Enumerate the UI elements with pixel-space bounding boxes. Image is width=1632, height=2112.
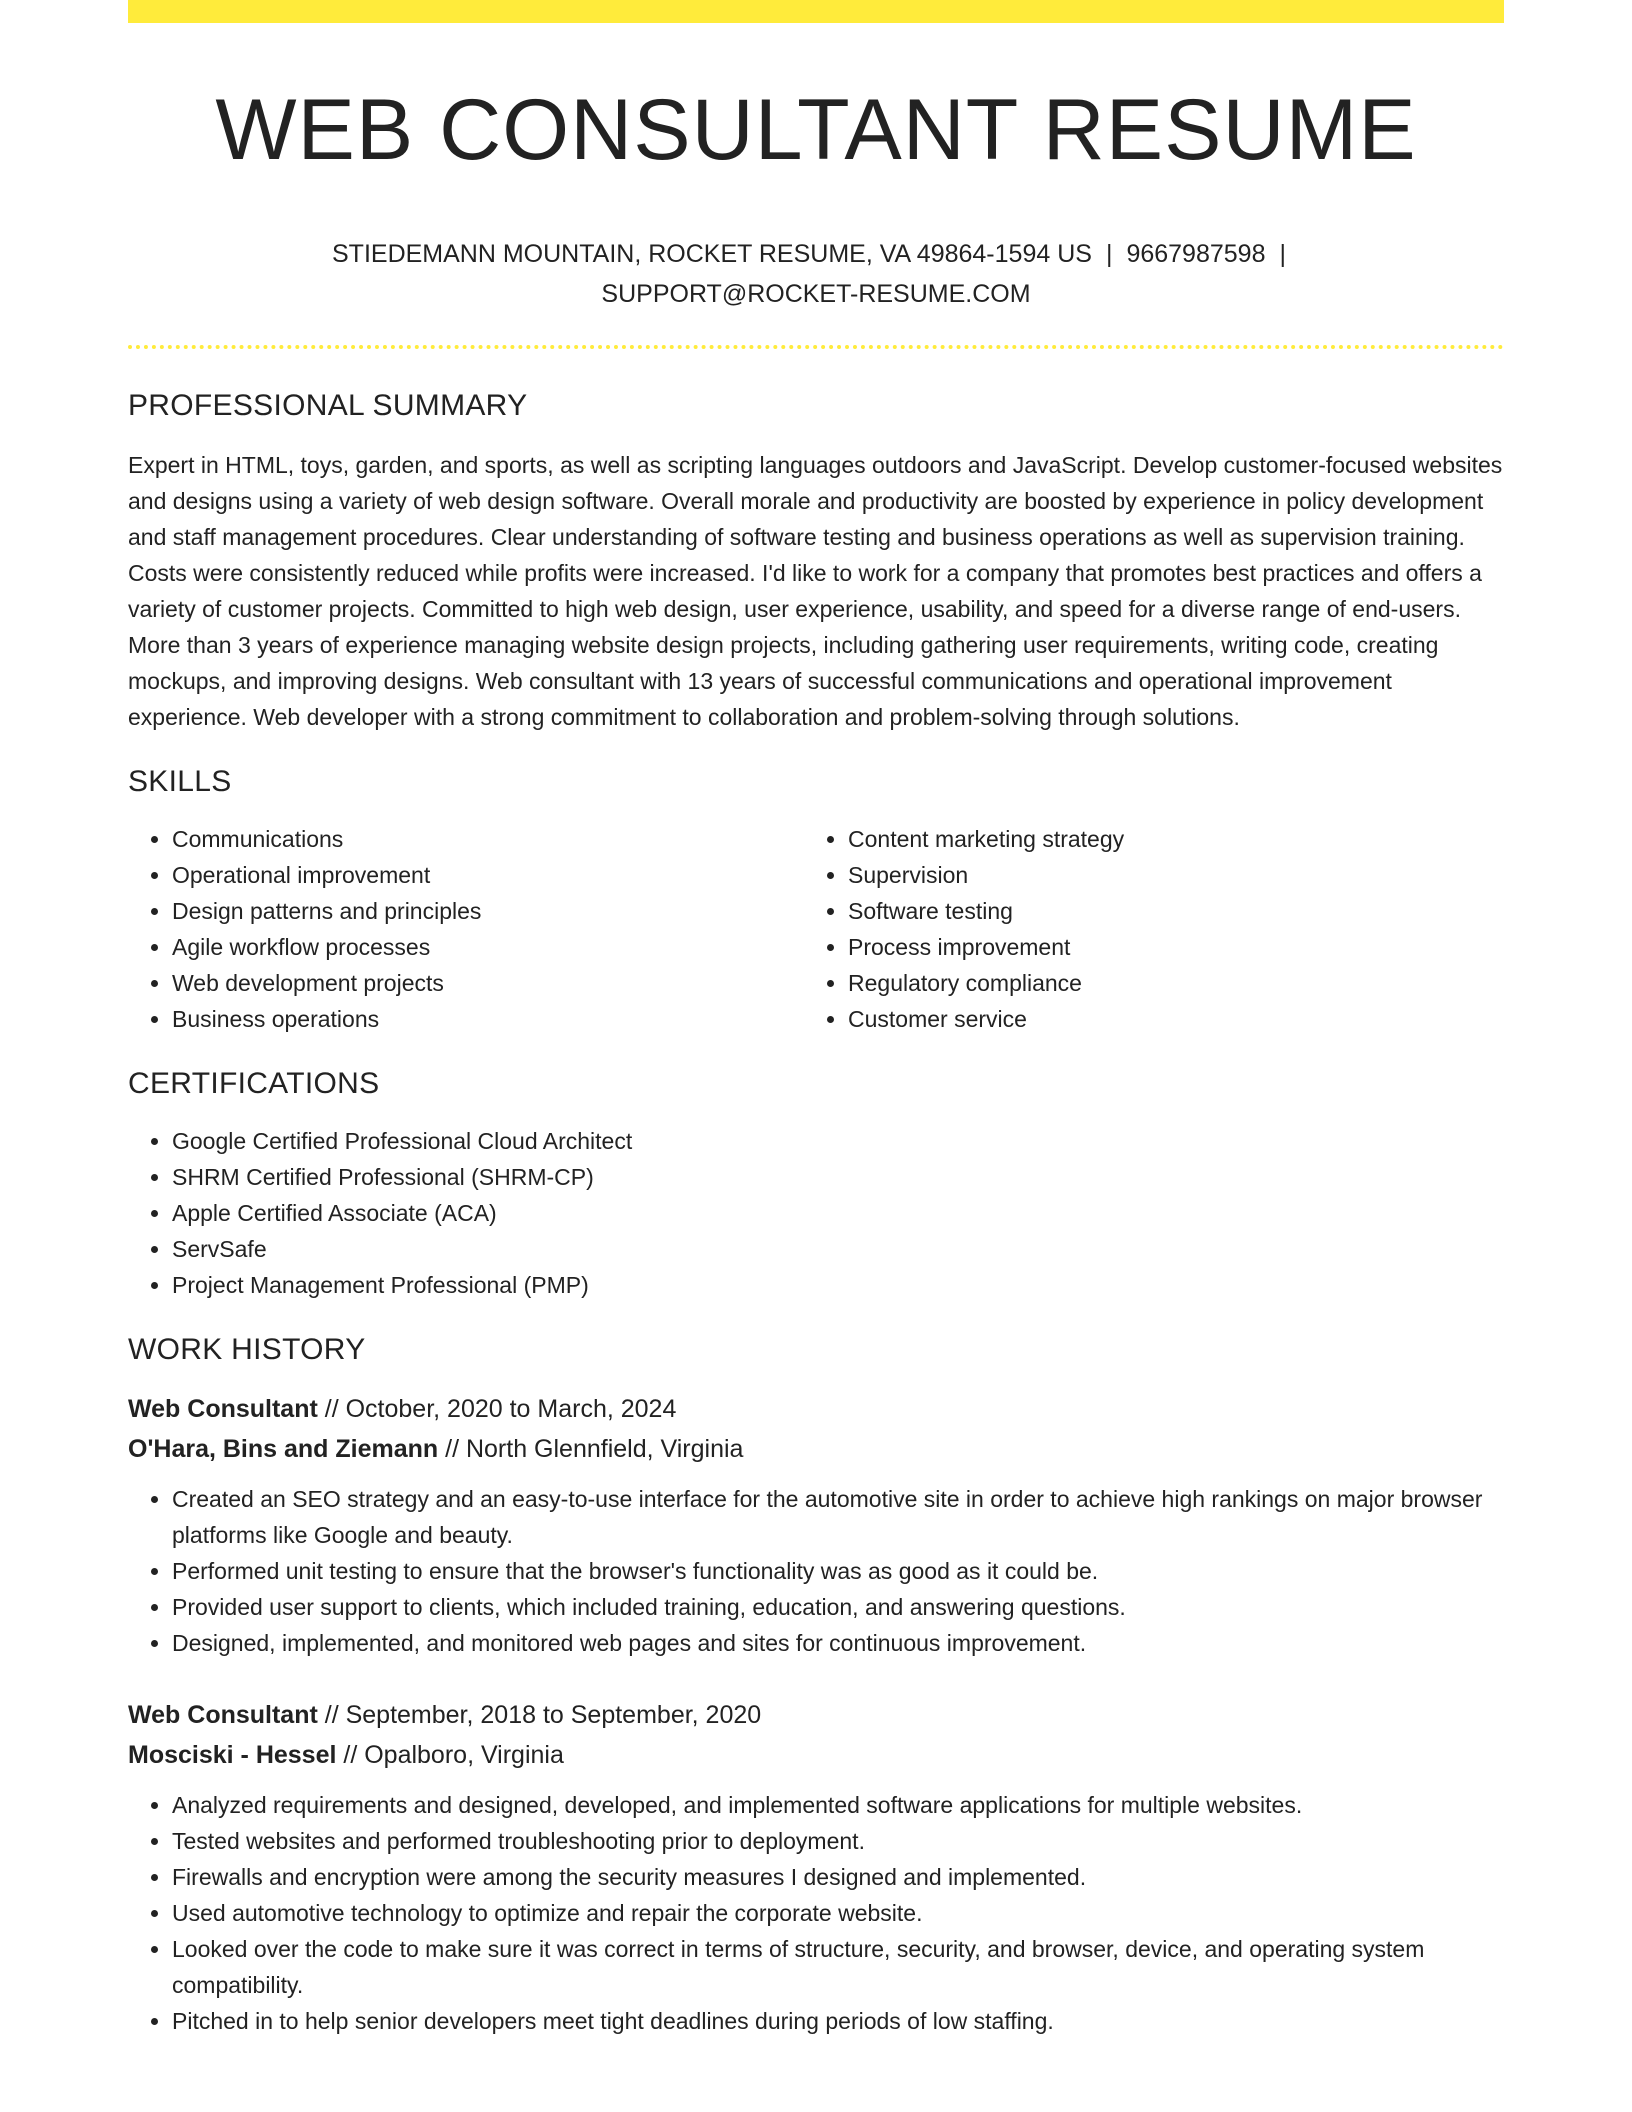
resume-content (128, 385, 1504, 2039)
certification-item: • SHRM Certified Professional (SHRM-CP) (172, 1159, 1504, 1195)
contact-separator: | (1279, 240, 1286, 268)
top-accent-bar (128, 0, 1504, 23)
certification-item: • ServSafe (172, 1231, 1504, 1267)
job-bullet: • Created an SEO strategy and an easy-to-use interface for the automotive site in order to achieve high rankings on major browser platforms like Google and beauty. (172, 1481, 1504, 1553)
contact-email[interactable]: SUPPORT@ROCKET-RESUME.COM (601, 280, 1031, 308)
work-history-section (128, 1329, 1504, 2039)
skill-item: • Process improvement (848, 929, 1480, 965)
summary-section (128, 385, 1504, 735)
job-bullet: • Designed, implemented, and monitored web pages and sites for continuous improvement. (172, 1625, 1504, 1661)
skill-item: • Design patterns and principles (172, 893, 804, 929)
contact-separator: | (1105, 240, 1113, 268)
skill-item: • Operational improvement (172, 857, 804, 893)
skill-item: • Supervision (848, 857, 1480, 893)
job-bullets (128, 1481, 1504, 1661)
skill-item: • Content marketing strategy (848, 821, 1480, 857)
skill-item: • Web development projects (172, 965, 804, 1001)
job-location: // Opalboro, Virginia (336, 1741, 564, 1769)
contact-info (128, 234, 1504, 314)
skill-item: • Regulatory compliance (848, 965, 1480, 1001)
job-bullet: • Looked over the code to make sure it was correct in terms of structure, security, and browser, device, and operating system compatibility. (172, 1931, 1504, 2003)
summary-text: Expert in HTML, toys, garden, and sports, as well as scripting languages outdoors and JavaScript. Develop customer-focused websites and designs using a variety of web design software. Overall morale and productivity are boosted by experience in policy development and staff management procedures. Clear understanding of software testing and business operations as well as supervision training. Costs were consistently reduced while profits were increased. I'd like to work for a company that promotes best practices and offers a variety of customer projects. Committed to high web design, user experience, usability, and speed for a diverse range of end-users. More than 3 years of experience managing website design projects, including gathering user requirements, writing code, creating mockups, and improving designs. Web consultant with 13 years of successful communications and operational improvement experience. Web developer with a strong commitment to collaboration and problem-solving through solutions. (128, 452, 1503, 730)
job-bullet: • Performed unit testing to ensure that the browser's functionality was as good as it could be. (172, 1553, 1504, 1589)
job-company-line (128, 1735, 1504, 1775)
job-company: O'Hara, Bins and Ziemann (128, 1435, 439, 1463)
contact-phone: 9667987598 (1126, 240, 1266, 268)
skills-heading: SKILLS (128, 765, 232, 798)
resume-title: WEB CONSULTANT RESUME (215, 82, 1417, 178)
header-divider (128, 345, 1504, 349)
skills-list-right (804, 821, 1480, 1037)
job-bullet: • Used automotive technology to optimize and repair the corporate website. (172, 1895, 1504, 1931)
skills-list-left (128, 821, 804, 1037)
job-title-line (128, 1695, 1504, 1735)
job-company-line (128, 1429, 1504, 1469)
job-bullet: • Tested websites and performed troubleshooting prior to deployment. (172, 1823, 1504, 1859)
certifications-heading: CERTIFICATIONS (128, 1067, 380, 1100)
job-bullet: • Firewalls and encryption were among the security measures I designed and implemented. (172, 1859, 1504, 1895)
certification-item: • Google Certified Professional Cloud Architect (172, 1123, 1504, 1159)
contact-address: STIEDEMANN MOUNTAIN, ROCKET RESUME, VA 49864-1594 US (332, 240, 1092, 268)
job-entry (128, 1695, 1504, 2039)
skills-grid (128, 803, 1504, 1037)
work-history-heading: WORK HISTORY (128, 1333, 366, 1366)
skill-item: • Software testing (848, 893, 1480, 929)
certifications-section (128, 1063, 1504, 1303)
certification-item: • Project Management Professional (PMP) (172, 1267, 1504, 1303)
job-company: Mosciski - Hessel (128, 1741, 337, 1769)
skills-section (128, 761, 1504, 1037)
skill-item: • Communications (172, 821, 804, 857)
job-dates: // October, 2020 to March, 2024 (317, 1395, 677, 1423)
skill-item: • Business operations (172, 1001, 804, 1037)
job-bullets (128, 1787, 1504, 2039)
job-bullet: • Provided user support to clients, which included training, education, and answering questions. (172, 1589, 1504, 1625)
job-bullet: • Analyzed requirements and designed, developed, and implemented software applications for multiple websites. (172, 1787, 1504, 1823)
resume-page (128, 0, 1504, 2112)
job-dates: // September, 2018 to September, 2020 (317, 1701, 762, 1729)
job-title-line (128, 1389, 1504, 1429)
certification-item: • Apple Certified Associate (ACA) (172, 1195, 1504, 1231)
job-entry (128, 1389, 1504, 1661)
summary-heading: PROFESSIONAL SUMMARY (128, 389, 528, 422)
certifications-list (128, 1123, 1504, 1303)
job-title: Web Consultant (128, 1395, 318, 1423)
job-bullet: • Pitched in to help senior developers meet tight deadlines during periods of low staffing. (172, 2003, 1504, 2039)
job-location: // North Glennfield, Virginia (438, 1435, 744, 1463)
job-title: Web Consultant (128, 1701, 318, 1729)
skill-item: • Customer service (848, 1001, 1480, 1037)
skill-item: • Agile workflow processes (172, 929, 804, 965)
